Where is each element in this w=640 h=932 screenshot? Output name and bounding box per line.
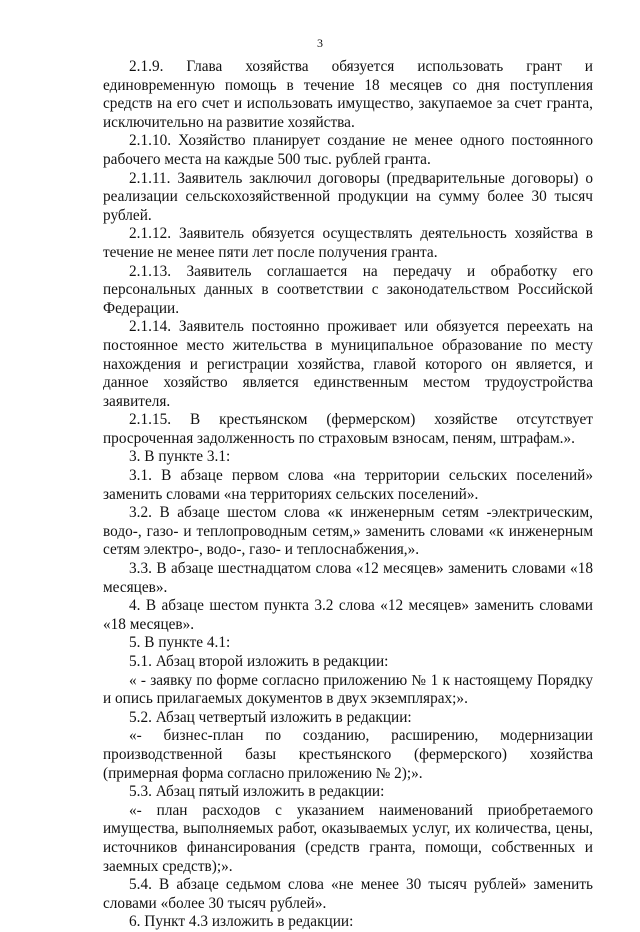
paragraph-5-2: 5.2. Абзац четвертый изложить в редакции: <box>129 708 412 726</box>
paragraph-3: 3. В пункте 3.1: <box>129 448 231 466</box>
paragraph-2-1-13: 2.1.13. Заявитель соглашается на передачу и обработку его персональных данных в соответствии с законодательством Российской Федерации. <box>103 262 593 317</box>
paragraph-2-1-12: 2.1.12. Заявитель обязуется осуществлять деятельность хозяйства в течение не менее пяти лет после получения гранта. <box>103 225 593 261</box>
paragraph-5-1: 5.1. Абзац второй изложить в редакции: <box>129 653 389 670</box>
paragraph-5-3-text: «- план расходов с указанием наименований приобретаемого имущества, выполняемых работ, оказываемых услуг, их количества, цены, источников финансирования (средств гранта, помощи, собственных и заемных средств);». <box>103 801 593 875</box>
paragraph-3-2: 3.2. В абзаце шестом слова «к инженерным сетям -электрическим, водо-, газо- и теплопроводным сетям,» заменить словами «к инженерным сетям электро-, водо-, газо- и теплоснабжения,». <box>103 504 593 559</box>
paragraph-4: 4. В абзаце шестом пункта 3.2 слова «12 месяцев» заменить словами «18 месяцев». <box>103 597 593 633</box>
paragraph-3-3: 3.3. В абзаце шестнадцатом слова «12 месяцев» заменить словами «18 месяцев». <box>103 560 593 596</box>
paragraph-2-1-14: 2.1.14. Заявитель постоянно проживает или обязуется переехать на постоянное место жительства в муниципальное образование по месту нахождения и регистрации хозяйства, главой которого он является, и данное хозяйство является единственным местом трудоустройства заявителя. <box>103 318 593 410</box>
paragraph-5-4: 5.4. В абзаце седьмом слова «не менее 30 тысяч рублей» заменить словами «более 30 тысяч рублей». <box>103 876 593 912</box>
document-body <box>103 58 593 932</box>
paragraph-6: 6. Пункт 4.3 изложить в редакции: <box>129 913 354 931</box>
paragraph-5-2-text: «- бизнес-план по созданию, расширению, модернизации производственной базы крестьянского (фермерского) хозяйства (примерная форма согласно приложению № 2);». <box>103 727 593 782</box>
paragraph-5-1-text: « - заявку по форме согласно приложению № 1 к настоящему Порядку и опись прилагаемых документов в двух экземплярах;». <box>103 671 593 708</box>
paragraph-3-1: 3.1. В абзаце первом слова «на территории сельских поселений» заменить словами «на территориях сельских поселений». <box>103 467 593 503</box>
paragraph-2-1-9: 2.1.9. Глава хозяйства обязуется использовать грант и единовременную помощь в течение 18 месяцев со дня поступления средств на его счет и использовать имущество, закупаемое за счет гранта, исключительно на развитие хозяйства. <box>103 58 593 131</box>
paragraph-5-3: 5.3. Абзац пятый изложить в редакции: <box>129 783 385 801</box>
paragraph-2-1-15: 2.1.15. В крестьянском (фермерском) хозяйстве отсутствует просроченная задолженность по страховым взносам, пеням, штрафам.». <box>103 411 593 447</box>
page-number: 3 <box>317 36 323 50</box>
paragraph-2-1-10: 2.1.10. Хозяйство планирует создание не менее одного постоянного рабочего места на каждые 500 тыс. рублей гранта. <box>103 132 593 168</box>
paragraph-2-1-11: 2.1.11. Заявитель заключил договоры (предварительные договоры) о реализации сельскохозяйственной продукции на сумму более 30 тысяч рублей. <box>103 169 593 224</box>
paragraph-5: 5. В пункте 4.1: <box>129 634 231 652</box>
